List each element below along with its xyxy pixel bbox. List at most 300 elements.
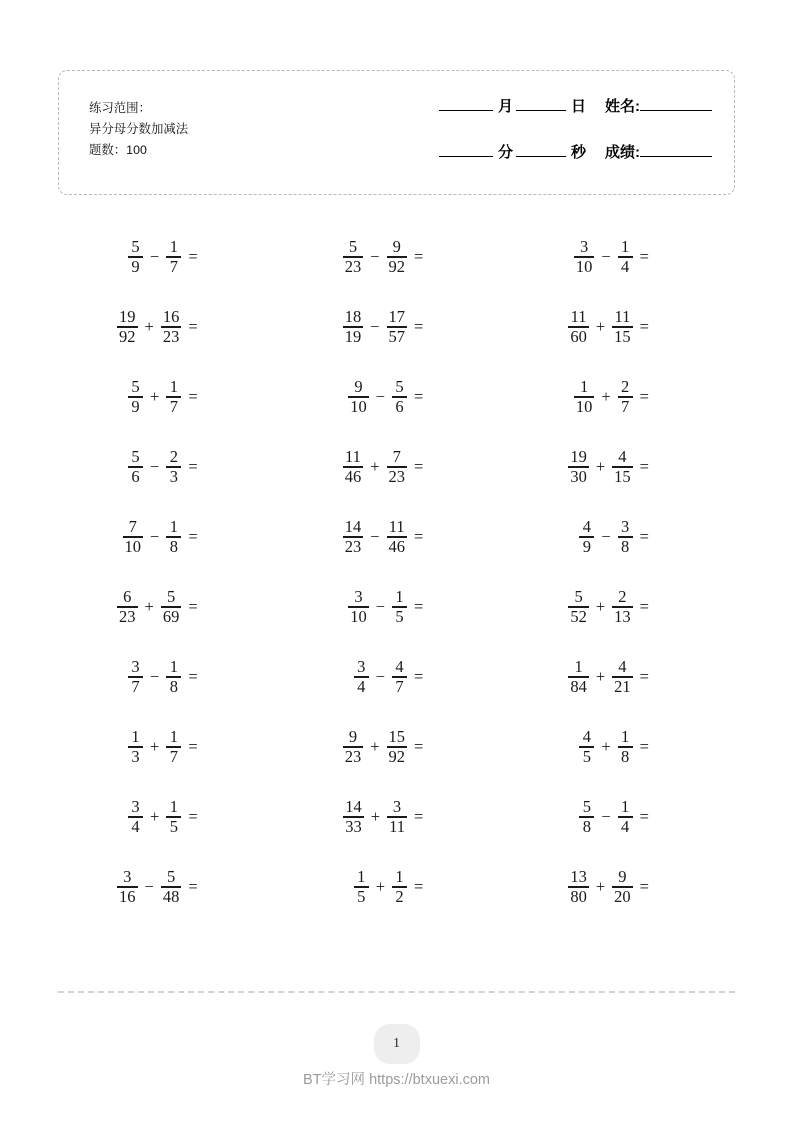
problem-cell[interactable]: [58, 796, 284, 836]
first-fraction: [342, 796, 365, 836]
first-fraction: [567, 866, 590, 906]
second-fraction: [391, 656, 408, 696]
operator-symbol: −: [370, 317, 380, 336]
problem-cell[interactable]: [509, 796, 735, 836]
equals-symbol: =: [639, 527, 649, 546]
operator-symbol: −: [150, 457, 160, 476]
fraction-expression: [127, 236, 198, 276]
first-fraction-denominator: 33: [345, 816, 362, 836]
problem-cell[interactable]: [509, 726, 735, 766]
second-fraction: [160, 866, 183, 906]
first-fraction: [122, 516, 145, 556]
first-fraction: [573, 236, 596, 276]
second-fraction: [165, 236, 182, 276]
operator-symbol: +: [595, 877, 606, 896]
second-unit-label: 秒: [570, 144, 586, 161]
second-fraction: [386, 726, 409, 766]
first-fraction-denominator: 10: [124, 536, 142, 556]
first-fraction-numerator: 14: [344, 516, 362, 536]
equals-symbol: =: [414, 597, 424, 616]
problem-row: [58, 292, 735, 362]
equals-symbol: =: [188, 527, 198, 546]
second-fraction-numerator: 5: [166, 866, 176, 886]
first-fraction: [127, 726, 144, 766]
second-fraction-denominator: 23: [388, 466, 405, 486]
practice-scope-label: 练习范围：: [89, 101, 151, 115]
problem-cell[interactable]: [58, 516, 284, 556]
first-fraction-denominator: 9: [131, 256, 140, 276]
equals-symbol: =: [414, 457, 424, 476]
first-fraction: [573, 376, 596, 416]
second-fraction: [617, 236, 634, 276]
second-fraction: [386, 796, 408, 836]
second-fraction-denominator: 7: [169, 396, 178, 416]
first-fraction-denominator: 10: [350, 396, 367, 416]
problem-cell[interactable]: [284, 796, 510, 836]
first-fraction-numerator: 3: [131, 796, 140, 816]
first-fraction-denominator: 5: [357, 886, 366, 906]
first-fraction-denominator: 23: [119, 606, 136, 626]
page-number: 1: [393, 1036, 400, 1051]
problem-cell[interactable]: [58, 376, 284, 416]
fraction-expression: [578, 796, 649, 836]
operator-symbol: −: [150, 527, 160, 546]
second-fraction: [386, 446, 409, 486]
second-fraction-numerator: 2: [618, 586, 627, 606]
name-blank[interactable]: [640, 110, 712, 111]
problem-cell[interactable]: [509, 866, 735, 906]
problem-cell[interactable]: [284, 376, 510, 416]
fraction-expression: [353, 866, 424, 906]
minute-blank[interactable]: [439, 156, 493, 157]
problem-row: [58, 222, 735, 292]
second-fraction-numerator: 4: [618, 656, 627, 676]
equals-symbol: =: [188, 737, 198, 756]
operator-symbol: −: [601, 807, 611, 826]
operator-symbol: −: [144, 877, 154, 896]
first-fraction: [116, 586, 139, 626]
operator-symbol: +: [370, 807, 381, 826]
equals-symbol: =: [639, 807, 649, 826]
first-fraction-denominator: 10: [575, 396, 593, 416]
second-fraction-numerator: 1: [169, 726, 178, 746]
second-fraction: [617, 726, 634, 766]
day-unit-label: 日: [570, 98, 586, 115]
second-fraction-denominator: 15: [614, 466, 631, 486]
fraction-expression: [578, 726, 649, 766]
first-fraction-numerator: 3: [579, 236, 589, 256]
first-fraction-numerator: 4: [582, 726, 591, 746]
first-fraction-numerator: 18: [344, 306, 362, 326]
second-fraction: [386, 236, 409, 276]
problem-cell[interactable]: [58, 306, 284, 346]
first-fraction: [353, 656, 370, 696]
fraction-expression: [127, 796, 198, 836]
second-fraction-denominator: 57: [388, 326, 405, 346]
second-fraction-denominator: 4: [621, 816, 630, 836]
equals-symbol: =: [414, 527, 424, 546]
first-fraction-numerator: 1: [574, 656, 583, 676]
equals-symbol: =: [188, 457, 198, 476]
second-fraction: [611, 306, 634, 346]
first-fraction-numerator: 3: [123, 866, 132, 886]
problem-row: [58, 432, 735, 502]
first-fraction: [347, 376, 370, 416]
fraction-expression: [122, 516, 198, 556]
second-fraction: [611, 656, 634, 696]
second-fraction-denominator: 6: [395, 396, 404, 416]
first-fraction: [567, 446, 590, 486]
first-fraction-numerator: 5: [131, 446, 140, 466]
practice-info: [89, 98, 188, 161]
first-fraction-numerator: 14: [345, 796, 362, 816]
second-fraction-numerator: 2: [169, 446, 178, 466]
second-fraction-denominator: 92: [388, 256, 405, 276]
student-fields: [372, 95, 712, 187]
fraction-expression: [127, 726, 198, 766]
second-fraction: [391, 376, 408, 416]
second-fraction-numerator: 1: [395, 586, 404, 606]
fraction-expression: [567, 306, 649, 346]
time-row: [372, 141, 712, 187]
second-fraction-numerator: 3: [392, 796, 402, 816]
first-fraction-denominator: 23: [344, 536, 362, 556]
first-fraction: [578, 516, 595, 556]
operator-symbol: −: [601, 247, 611, 266]
fraction-expression: [127, 376, 198, 416]
second-fraction: [386, 306, 409, 346]
second-fraction: [165, 796, 182, 836]
problem-cell[interactable]: [509, 516, 735, 556]
second-fraction-numerator: 11: [388, 516, 405, 536]
first-fraction-numerator: 7: [128, 516, 137, 536]
first-fraction-numerator: 11: [570, 306, 587, 326]
problem-cell[interactable]: [509, 236, 735, 276]
problem-cell[interactable]: [509, 306, 735, 346]
fraction-expression: [573, 236, 649, 276]
equals-symbol: =: [414, 877, 424, 896]
first-fraction-denominator: 52: [570, 606, 587, 626]
first-fraction-denominator: 23: [344, 746, 362, 766]
second-fraction: [617, 376, 634, 416]
operator-symbol: −: [150, 667, 160, 686]
equals-symbol: =: [188, 247, 198, 266]
equals-symbol: =: [639, 667, 649, 686]
first-fraction: [127, 376, 144, 416]
second-fraction: [165, 516, 182, 556]
problem-cell[interactable]: [58, 586, 284, 626]
operator-symbol: +: [370, 737, 380, 756]
operator-symbol: −: [601, 527, 611, 546]
equals-symbol: =: [639, 737, 649, 756]
second-fraction-denominator: 8: [169, 676, 178, 696]
second-fraction-denominator: 92: [388, 746, 405, 766]
fraction-expression: [353, 656, 424, 696]
first-fraction-numerator: 5: [131, 236, 140, 256]
first-fraction-numerator: 3: [354, 586, 363, 606]
fraction-expression: [342, 726, 424, 766]
page-number-badge: [374, 1024, 420, 1064]
first-fraction-numerator: 13: [570, 866, 587, 886]
second-fraction-numerator: 1: [621, 796, 630, 816]
first-fraction-denominator: 23: [344, 256, 362, 276]
first-fraction-denominator: 80: [570, 886, 587, 906]
second-fraction-denominator: 13: [614, 606, 631, 626]
first-fraction-denominator: 4: [357, 676, 366, 696]
second-fraction: [611, 446, 634, 486]
operator-symbol: −: [375, 667, 385, 686]
second-fraction: [386, 516, 409, 556]
operator-symbol: +: [150, 737, 160, 756]
first-fraction: [127, 236, 144, 276]
equals-symbol: =: [188, 877, 198, 896]
second-fraction-denominator: 21: [614, 676, 631, 696]
fraction-expression: [567, 446, 649, 486]
second-fraction-numerator: 4: [395, 656, 404, 676]
first-fraction-numerator: 19: [570, 446, 587, 466]
problem-cell[interactable]: [284, 866, 510, 906]
first-fraction: [342, 446, 365, 486]
first-fraction-denominator: 3: [131, 746, 140, 766]
second-fraction-numerator: 1: [169, 236, 178, 256]
footer-divider: [58, 991, 735, 993]
operator-symbol: +: [595, 597, 606, 616]
fraction-expression: [116, 586, 198, 626]
fraction-expression: [573, 376, 649, 416]
first-fraction: [116, 306, 139, 346]
equals-symbol: =: [414, 387, 424, 406]
second-fraction-denominator: 20: [614, 886, 631, 906]
score-blank[interactable]: [640, 156, 712, 157]
month-blank[interactable]: [439, 110, 493, 111]
second-fraction-numerator: 5: [395, 376, 404, 396]
first-fraction-numerator: 1: [131, 726, 140, 746]
operator-symbol: +: [601, 387, 611, 406]
first-fraction: [127, 796, 144, 836]
fraction-expression: [342, 516, 424, 556]
second-fraction-denominator: 7: [395, 676, 404, 696]
fraction-expression: [347, 586, 424, 626]
first-fraction-numerator: 9: [354, 376, 363, 396]
fraction-expression: [127, 656, 198, 696]
problem-cell[interactable]: [58, 726, 284, 766]
operator-symbol: +: [375, 877, 385, 896]
minute-unit-label: 分: [497, 144, 513, 161]
first-fraction-numerator: 5: [582, 796, 591, 816]
second-fraction: [165, 446, 182, 486]
first-fraction: [347, 586, 370, 626]
second-fraction-denominator: 8: [621, 746, 630, 766]
fraction-expression: [342, 446, 424, 486]
equals-symbol: =: [414, 247, 424, 266]
problem-cell[interactable]: [58, 656, 284, 696]
operator-symbol: +: [370, 457, 380, 476]
equals-symbol: =: [414, 317, 424, 336]
operator-symbol: +: [601, 737, 611, 756]
second-fraction: [160, 586, 183, 626]
first-fraction: [342, 236, 365, 276]
equals-symbol: =: [188, 807, 198, 826]
problem-cell[interactable]: [509, 656, 735, 696]
first-fraction-denominator: 7: [131, 676, 140, 696]
first-fraction-numerator: 5: [131, 376, 140, 396]
first-fraction: [578, 726, 595, 766]
problem-cell[interactable]: [58, 446, 284, 486]
second-fraction-numerator: 11: [614, 306, 631, 326]
equals-symbol: =: [414, 807, 424, 826]
second-fraction-numerator: 1: [169, 516, 178, 536]
second-fraction-numerator: 5: [166, 586, 176, 606]
equals-symbol: =: [414, 667, 424, 686]
first-fraction-denominator: 92: [119, 326, 136, 346]
second-fraction: [160, 306, 183, 346]
problem-cell[interactable]: [284, 236, 510, 276]
first-fraction-denominator: 10: [575, 256, 593, 276]
second-fraction-denominator: 7: [169, 256, 178, 276]
fraction-expression: [567, 586, 649, 626]
first-fraction-numerator: 3: [357, 656, 366, 676]
operator-symbol: +: [150, 387, 160, 406]
equals-symbol: =: [414, 737, 424, 756]
problem-cell[interactable]: [509, 376, 735, 416]
problem-cell[interactable]: [284, 726, 510, 766]
second-fraction: [617, 796, 634, 836]
first-fraction-denominator: 60: [570, 326, 587, 346]
problem-row: [58, 852, 735, 922]
second-fraction-numerator: 16: [162, 306, 180, 326]
second-fraction: [165, 726, 182, 766]
first-fraction-numerator: 5: [574, 586, 583, 606]
first-fraction-denominator: 46: [344, 466, 362, 486]
second-fraction-numerator: 4: [618, 446, 627, 466]
second-fraction-numerator: 1: [395, 866, 404, 886]
first-fraction: [342, 726, 365, 766]
first-fraction-denominator: 9: [131, 396, 140, 416]
problem-cell[interactable]: [284, 586, 510, 626]
operator-symbol: +: [595, 457, 606, 476]
day-blank[interactable]: [516, 110, 566, 111]
second-fraction-denominator: 46: [388, 536, 405, 556]
first-fraction-numerator: 1: [357, 866, 366, 886]
equals-symbol: =: [188, 387, 198, 406]
equals-symbol: =: [188, 597, 198, 616]
site-credit: BT学习网 https://btxuexi.com: [303, 1072, 490, 1088]
second-fraction: [165, 656, 182, 696]
second-fraction-numerator: 2: [621, 376, 630, 396]
operator-symbol: +: [595, 667, 606, 686]
problem-cell[interactable]: [509, 446, 735, 486]
problem-row: [58, 712, 735, 782]
second-fraction: [391, 586, 408, 626]
fraction-expression: [342, 796, 424, 836]
first-fraction-denominator: 8: [582, 816, 591, 836]
problem-cell[interactable]: [58, 866, 284, 906]
problem-cell[interactable]: [284, 446, 510, 486]
first-fraction: [567, 656, 590, 696]
problem-cell[interactable]: [284, 306, 510, 346]
equals-symbol: =: [639, 247, 649, 266]
problem-row: [58, 642, 735, 712]
second-fraction-denominator: 8: [621, 536, 630, 556]
fraction-expression: [342, 306, 424, 346]
operator-symbol: +: [144, 317, 154, 336]
second-fraction-denominator: 23: [162, 326, 180, 346]
equals-symbol: =: [639, 317, 649, 336]
practice-scope-value: 异分母分数加减法: [89, 122, 189, 136]
problem-cell[interactable]: [284, 656, 510, 696]
first-fraction: [127, 446, 144, 486]
problem-count-label: 题数：100: [89, 143, 147, 157]
fraction-expression: [567, 656, 649, 696]
operator-symbol: +: [595, 317, 606, 336]
second-fraction-denominator: 2: [395, 886, 404, 906]
first-fraction: [127, 656, 144, 696]
first-fraction: [578, 796, 595, 836]
second-fraction: [391, 866, 408, 906]
second-fraction: [611, 586, 634, 626]
first-fraction: [116, 866, 139, 906]
first-fraction: [342, 306, 365, 346]
operator-symbol: +: [144, 597, 154, 616]
worksheet-header-box: [58, 70, 735, 195]
fraction-expression: [127, 446, 198, 486]
second-blank[interactable]: [516, 156, 566, 157]
first-fraction-denominator: 9: [582, 536, 591, 556]
problem-row: [58, 362, 735, 432]
fraction-expression: [567, 866, 649, 906]
first-fraction: [342, 516, 365, 556]
first-fraction-denominator: 30: [570, 466, 587, 486]
fraction-expression: [347, 376, 424, 416]
date-row: [372, 95, 712, 141]
second-fraction-numerator: 1: [621, 726, 630, 746]
first-fraction: [353, 866, 370, 906]
first-fraction-numerator: 5: [348, 236, 358, 256]
first-fraction: [567, 306, 590, 346]
second-fraction: [165, 376, 182, 416]
first-fraction-denominator: 6: [131, 466, 140, 486]
score-field-label: 成绩:: [605, 144, 640, 161]
first-fraction-numerator: 4: [582, 516, 591, 536]
problem-cell[interactable]: [509, 586, 735, 626]
second-fraction-numerator: 1: [169, 376, 178, 396]
first-fraction-denominator: 5: [582, 746, 591, 766]
second-fraction-denominator: 5: [169, 816, 178, 836]
second-fraction-numerator: 1: [169, 796, 178, 816]
second-fraction-denominator: 15: [614, 326, 631, 346]
equals-symbol: =: [188, 667, 198, 686]
first-fraction-numerator: 3: [131, 656, 140, 676]
first-fraction-numerator: 6: [123, 586, 132, 606]
first-fraction: [567, 586, 590, 626]
second-fraction: [611, 866, 634, 906]
first-fraction-denominator: 16: [119, 886, 136, 906]
problem-row: [58, 572, 735, 642]
fraction-expression: [342, 236, 424, 276]
second-fraction-numerator: 3: [621, 516, 630, 536]
fraction-expression: [116, 306, 198, 346]
first-fraction-numerator: 1: [579, 376, 589, 396]
problem-cell[interactable]: [284, 516, 510, 556]
second-fraction-numerator: 1: [169, 656, 178, 676]
second-fraction-denominator: 4: [621, 256, 630, 276]
second-fraction-denominator: 48: [162, 886, 180, 906]
second-fraction-denominator: 7: [621, 396, 630, 416]
operator-symbol: −: [375, 597, 385, 616]
problem-cell[interactable]: [58, 236, 284, 276]
problem-row: [58, 782, 735, 852]
equals-symbol: =: [639, 457, 649, 476]
